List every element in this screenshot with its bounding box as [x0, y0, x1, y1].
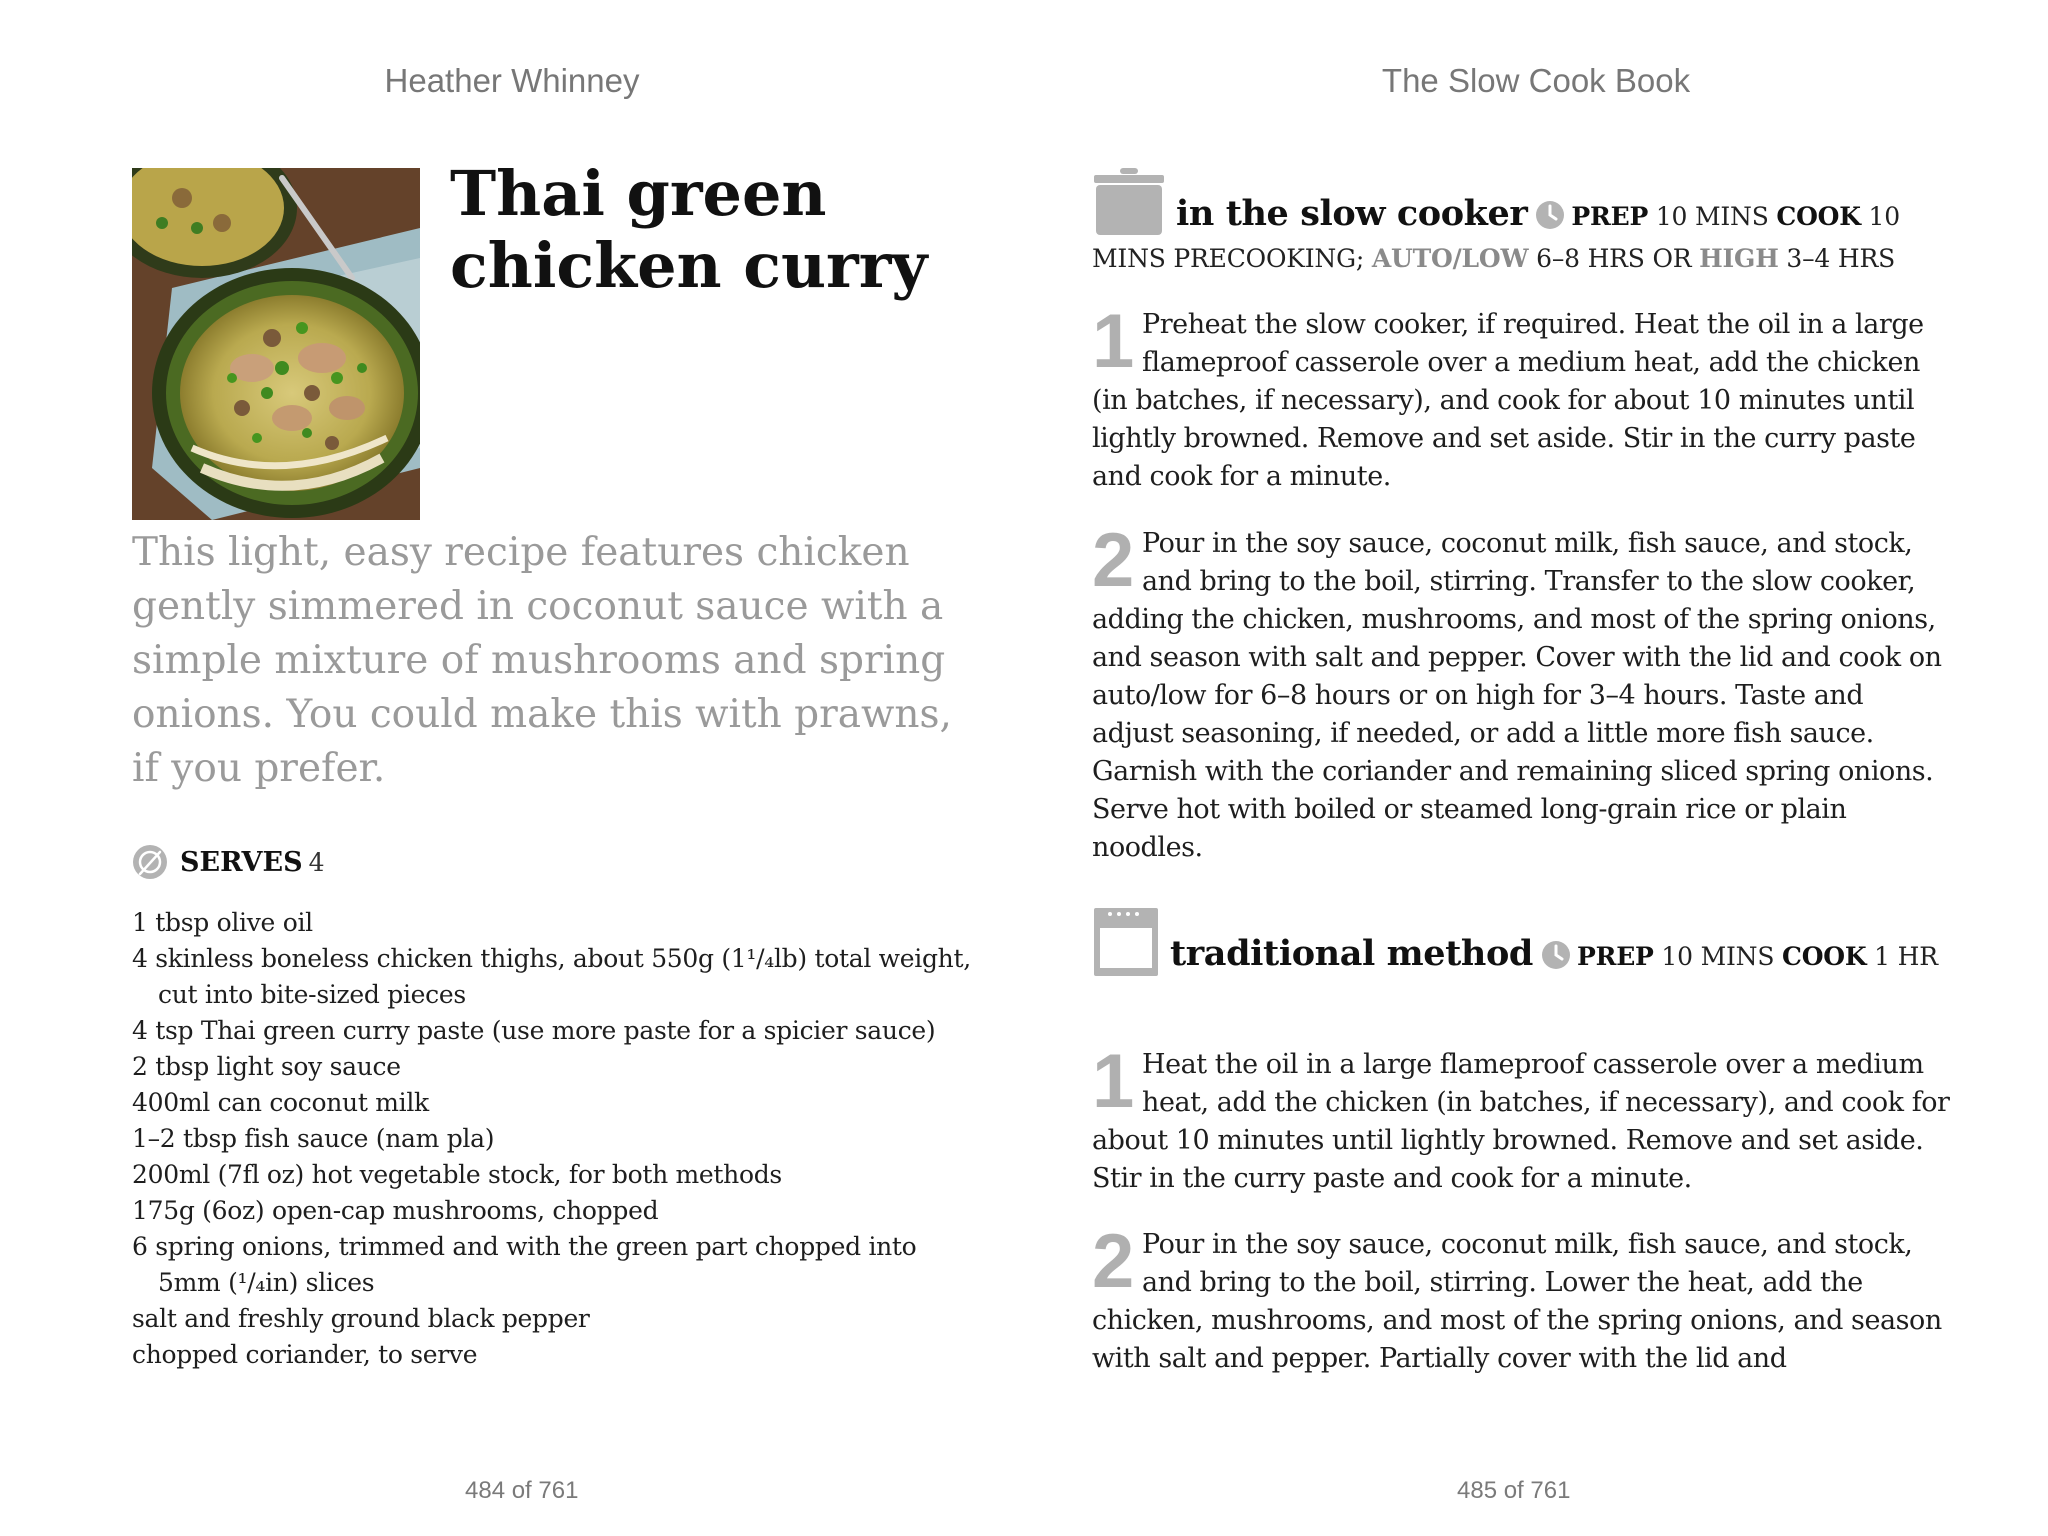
auto-low-value: 6–8 HRS OR [1536, 244, 1692, 273]
clock-icon [1541, 940, 1571, 970]
step-text: Pour in the soy sauce, coconut milk, fish sauce, and stock, and bring to the boil, stirring. Lower the heat, add the chicken, mushrooms, and most of the spring onions, and season with salt and pepper. Partially cover with the lid and [1092, 1229, 1942, 1374]
ingredient-item: 1–2 tbsp fish sauce (nam pla) [132, 1124, 495, 1153]
slow-cooker-header [1092, 166, 1952, 280]
step-number: 1 [1092, 299, 1134, 384]
serves-label: SERVES [180, 846, 303, 878]
step-number: 2 [1092, 1219, 1134, 1304]
traditional-step-1 [1092, 1039, 1952, 1198]
prep-label: PREP [1571, 202, 1649, 231]
running-head-book-title: The Slow Cook Book [1381, 62, 1691, 99]
oven-icon [1092, 906, 1160, 978]
ingredient-item: 2 tbsp light soy sauce [132, 1052, 401, 1081]
slow-cooker-title: in the slow cooker [1176, 193, 1528, 234]
prep-value: 10 MINS [1661, 942, 1775, 971]
recipe-photo [132, 168, 420, 520]
running-head-author: Heather Whinney [384, 62, 640, 99]
serves-row [132, 842, 325, 882]
traditional-header [1092, 906, 1952, 978]
slow-cooker-pot-icon [1092, 166, 1166, 238]
slow-cooker-step-1 [1092, 299, 1952, 496]
traditional-step-2 [1092, 1219, 1952, 1378]
plate-icon [132, 844, 168, 880]
recipe-title-line2: chicken curry [450, 229, 928, 302]
ingredient-item: 6 spring onions, trimmed and with the green part chopped into 5mm (¹/₄in) slices [132, 1232, 917, 1297]
ingredient-item: 1 tbsp olive oil [132, 908, 313, 937]
ingredient-item: 400ml can coconut milk [132, 1088, 429, 1117]
cook-value: 10 MINS PRECOOKING; [1092, 202, 1900, 273]
prep-label: PREP [1577, 942, 1654, 971]
high-value: 3–4 HRS [1786, 244, 1896, 273]
ingredient-item: chopped coriander, to serve [132, 1340, 478, 1369]
ingredients-list [132, 905, 972, 1373]
step-number: 1 [1092, 1039, 1134, 1124]
slow-cooker-step-2 [1092, 518, 1952, 867]
traditional-title: traditional method [1170, 933, 1534, 974]
page-number-left: 484 of 761 [465, 1477, 579, 1504]
ingredient-item: 200ml (7fl oz) hot vegetable stock, for both methods [132, 1160, 782, 1189]
right-page [1024, 0, 2048, 1536]
curry-bowl-image [132, 168, 420, 520]
ingredient-item: 4 skinless boneless chicken thighs, about 550g (1¹/₄lb) total weight, cut into bite-sized pieces [132, 944, 971, 1009]
clock-icon [1535, 200, 1565, 230]
auto-low-label: AUTO/LOW [1371, 244, 1529, 273]
recipe-intro: This light, easy recipe features chicken gently simmered in coconut sauce with a simple mixture of mushrooms and spring onions. You could make this with prawns, if you prefer. [132, 530, 952, 791]
step-number: 2 [1092, 518, 1134, 603]
step-text: Heat the oil in a large flameproof casserole over a medium heat, add the chicken (in batches, if necessary), and cook for about 10 minutes until lightly browned. Remove and set aside. Stir in the curry paste and cook for a minute. [1092, 1049, 1950, 1194]
prep-value: 10 MINS [1655, 202, 1769, 231]
step-text: Pour in the soy sauce, coconut milk, fish sauce, and stock, and bring to the boil, stirring. Transfer to the slow cooker, adding the chicken, mushrooms, and most of the spring onions, and season with salt and pepper. Cover with the lid and cook on auto/low for 6–8 hours or on high for 3–4 hours. Taste and adjust seasoning, if needed, or add a little more fish sauce. Garnish with the coriander and remaining sliced spring onions. Serve hot with boiled or steamed long-grain rice or plain noodles. [1092, 528, 1942, 863]
cook-label: COOK [1776, 202, 1861, 231]
serves-value: 4 [308, 847, 325, 877]
ingredient-item: salt and freshly ground black pepper [132, 1304, 590, 1333]
page-number-right: 485 of 761 [1457, 1477, 1571, 1504]
step-text: Preheat the slow cooker, if required. Heat the oil in a large flameproof casserole over a medium heat, add the chicken (in batches, if necessary), and cook for about 10 minutes until lightly browned. Remove and set aside. Stir in the curry paste and cook for a minute. [1092, 309, 1924, 492]
recipe-title-line1: Thai green [450, 157, 827, 230]
high-label: HIGH [1699, 244, 1779, 273]
recipe-title [450, 158, 970, 302]
cook-value: 1 HR [1874, 942, 1938, 971]
ingredient-item: 175g (6oz) open-cap mushrooms, chopped [132, 1196, 659, 1225]
cook-label: COOK [1782, 942, 1867, 971]
ingredient-item: 4 tsp Thai green curry paste (use more paste for a spicier sauce) [132, 1016, 936, 1045]
